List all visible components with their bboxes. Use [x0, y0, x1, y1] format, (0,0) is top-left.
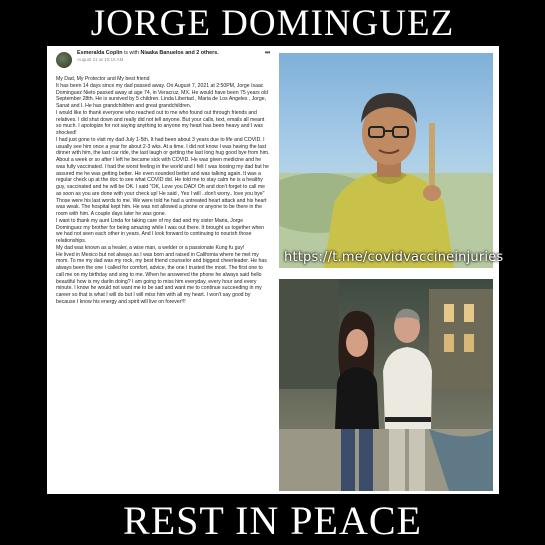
- post-paragraph: I had just gone to visit my dad July 1-5th. It had been about 3 years due to life and COVID. I usually see him once a year for about 2-3 wks. At a time. I did not know I was having the last dinner with him, the last car ride, the last laugh or getting the last long hug good bye from him. About a week or so after I left he became sick with COVID. He was given medicine and he was fully vaccinated. I had the worst feeling in the world and I felt I was loosing my dad but he assured me he was getting better. He even sounded better and was talking again. It was a regular check up at the doc to see what COVID did. He told me to stay calm he is a healthy guy, vaccinated and he will be OK. I said "OK, Love you DAD! Oh and don't forget to call me as soon as you are done with your check up! He said , Yes I will ..don't worry.. love you bye" Those were his last words to me. We were told he had a untreated heart attack and his heart was weak. The hospital kept him. He was not allowed a phone or anyone to be there in the room with him. A couple days later he was gone.: [56, 136, 270, 217]
- portrait-photo: [279, 53, 504, 268]
- watermark-url: https://t.me/covidvaccineinjuries: [284, 250, 504, 265]
- ellipsis-icon[interactable]: •••: [264, 50, 270, 57]
- post-paragraph: I want to thank my aunt Linda for taking care of my dad and my sister Maria, Jorge Dominguez my brother for being amazing while I was out there. It brought us together when we had not seen each other in years. And I look forward to continuing to nourish those relationships.: [56, 217, 265, 244]
- couple-illustration: [279, 279, 493, 491]
- post-paragraph: My dad was known as a healer, a wise man, a welder or a passionate Kung fu guy!: [56, 244, 245, 251]
- author-name[interactable]: Esmeralda Coplin: [77, 50, 123, 56]
- post-header: [56, 50, 270, 74]
- footer-title: REST IN PEACE: [123, 498, 422, 543]
- tagged-name[interactable]: Niaaka Banuelos: [140, 50, 184, 56]
- post-paragraph: I would like to thank everyone who reached out to me who found out through friends and relatives. I did shut down and really did not tell anyone. But your calls, text, emails all meant so much. I apologize for not saying anything to anyone my heart has been heavy and I was shocked!: [56, 109, 265, 136]
- post-paragraph: My Dad, My Protector and My best friend: [56, 76, 150, 82]
- couple-photo: [279, 279, 493, 491]
- post-author-line: [77, 50, 260, 63]
- tagged-suffix[interactable]: and 2 others.: [185, 50, 219, 56]
- post-paragraph: He lived in Mexico but not always as I was born and raised in California where he met my mom. To me my dad was my rock, my best friend counselor and biggest cheerleader. He has always been the one I called for comfort, advice, the one I trusted the most. The first one to call me on my birthday and sing to me. When he answered the phone he always said hello beautiful how is my darlin doing? I am going to miss him everyday, every hour and every minute. I know he would not want me to be sad and want me to continue succeeding in my career so that is what I will do but I will miss him with all my heart. I won't say good by because I know his energy and spirit will live on forever!!!: [56, 251, 267, 305]
- page-title: JORGE DOMINGUEZ: [90, 3, 455, 44]
- facebook-post: [56, 50, 270, 490]
- avatar[interactable]: [56, 52, 72, 68]
- post-paragraph: It has been 14 days since my dad passed away. On August 7, 2021 at 2:50PM, Jorge Isaac Dominguez Nieto passed away at age 74, in Veracruz, MX. He would have been 75 years old September 28th. He is survived by 5 children. Linda Libertad , Maria de Los Angeles , Jorge, Sanat and I. He has grandchildren and great grandchildren.: [56, 82, 269, 109]
- post-date[interactable]: August 21 at 10:18 AM: [77, 56, 124, 62]
- with-text: is with: [124, 50, 140, 56]
- portrait-illustration: [279, 53, 504, 268]
- post-body: [56, 76, 270, 306]
